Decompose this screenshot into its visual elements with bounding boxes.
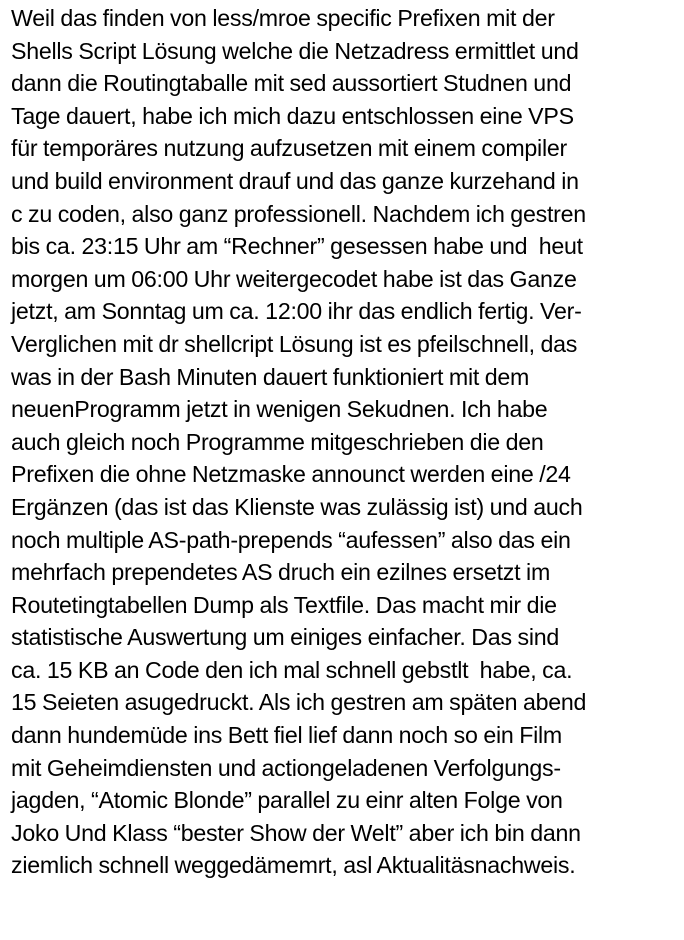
text-line: Weil das finden von less/mroe specific Prefixen mit der	[11, 5, 555, 31]
text-line: Routetingtabellen Dump als Textfile. Das macht mir die	[11, 591, 557, 618]
text-line: neuenProgramm jetzt in wenigen Sekudnen. Ich habe	[11, 396, 548, 423]
text-line: 15 Seieten asugedruckt. Als ich gestren am späten abend	[11, 689, 587, 716]
text-line: und build environment drauf und das ganze kurzehand in	[11, 167, 579, 194]
text-line: Prefixen die ohne Netzmaske announct werden eine /24	[11, 461, 571, 488]
text-line: Shells Script Lösung welche die Netzadress ermittlet und	[11, 37, 579, 64]
text-line: was in der Bash Minuten dauert funktioniert mit dem	[11, 363, 530, 390]
text-line: jetzt, am Sonntag um ca. 12:00 ihr das endlich fertig. Ver-	[11, 298, 582, 325]
text-line: für temporäres nutzung aufzusetzen mit einem compiler	[11, 135, 567, 162]
text-line: Joko Und Klass “bester Show der Welt” aber ich bin dann	[11, 819, 581, 846]
text-line: ca. 15 KB an Code den ich mal schnell gebstlt habe, ca.	[11, 656, 573, 683]
text-line: bis ca. 23:15 Uhr am “Rechner” gesessen habe und heut	[11, 233, 583, 260]
text-line: noch multiple AS-path-prepends “aufessen” also das ein	[11, 526, 571, 553]
body-text	[11, 2, 679, 882]
text-line: mehrfach prependetes AS druch ein ezilnes ersetzt im	[11, 559, 551, 586]
text-line: morgen um 06:00 Uhr weitergecodet habe ist das Ganze	[11, 265, 577, 292]
text-line: Verglichen mit dr shellcript Lösung ist es pfeilschnell, das	[11, 330, 578, 357]
text-line: ziemlich schnell weggedämemrt, asl Aktualitäsnachweis.	[11, 852, 576, 879]
text-line: jagden, “Atomic Blonde” parallel zu einr alten Folge von	[11, 787, 563, 814]
text-line: c zu coden, also ganz professionell. Nachdem ich gestren	[11, 200, 586, 227]
text-line: Tage dauert, habe ich mich dazu entschlossen eine VPS	[11, 102, 574, 129]
text-line: auch gleich noch Programme mitgeschrieben die den	[11, 428, 544, 455]
text-line: Ergänzen (das ist das Klienste was zulässig ist) und auch	[11, 493, 583, 520]
text-line: dann die Routingtaballe mit sed aussortiert Studnen und	[11, 70, 572, 97]
text-line: dann hundemüde ins Bett fiel lief dann noch so ein Film	[11, 722, 562, 749]
text-line: statistische Auswertung um einiges einfacher. Das sind	[11, 624, 560, 651]
text-line: mit Geheimdiensten und actiongeladenen Verfolgungs-	[11, 754, 561, 781]
